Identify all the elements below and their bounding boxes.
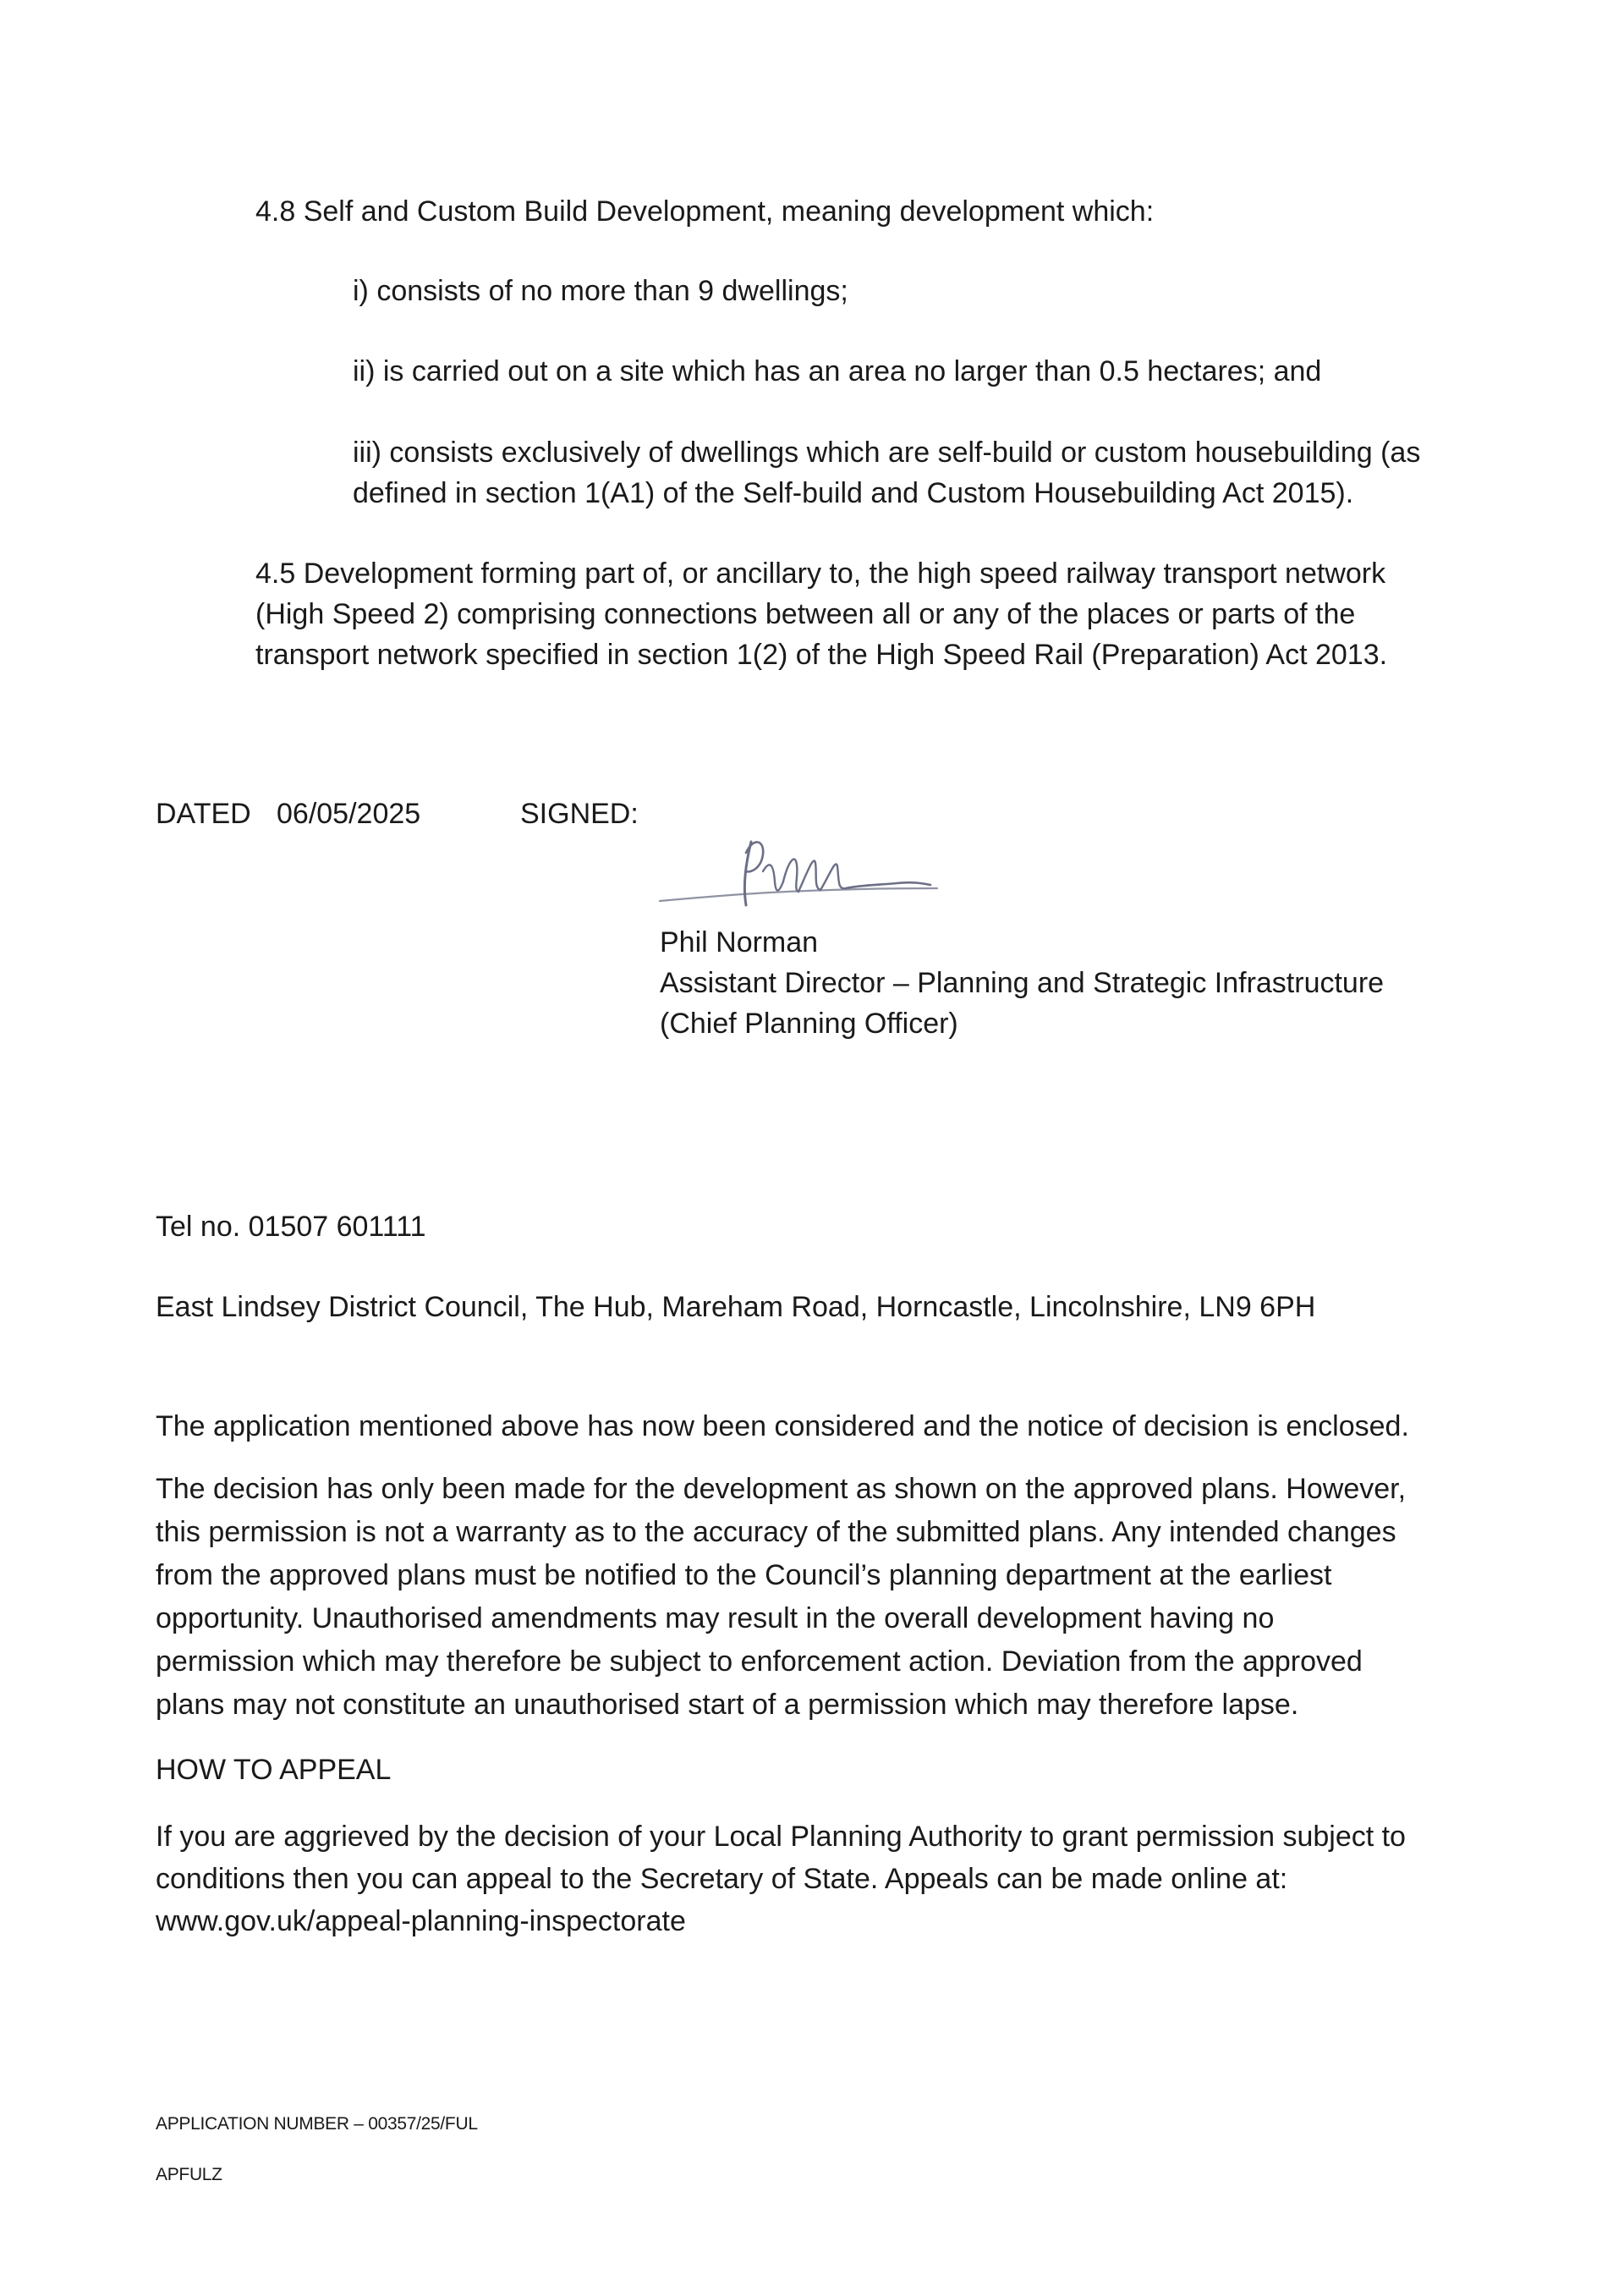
document-code: APFULZ — [156, 2165, 222, 2184]
decision-note-line-4: opportunity. Unauthorised amendments may result in the overall development having no — [156, 1602, 1275, 1634]
decision-note-line-1: The decision has only been made for the development as shown on the approved plans. However, — [156, 1473, 1407, 1505]
clause-4-5-line-1: 4.5 Development forming part of, or ancillary to, the high speed railway transport network — [255, 558, 1386, 590]
signed-label: SIGNED: — [520, 798, 639, 830]
signatory-name: Phil Norman — [660, 926, 819, 958]
clause-4-8-item-ii: ii) is carried out on a site which has an area no larger than 0.5 hectares; and — [353, 355, 1322, 387]
appeal-heading: HOW TO APPEAL — [156, 1754, 392, 1786]
handwritten-signature — [658, 804, 954, 922]
clause-4-5-line-3: transport network specified in section 1(2) of the High Speed Rail (Preparation) Act 2013. — [255, 639, 1388, 671]
dated-label: DATED — [156, 798, 251, 830]
decision-note-line-2: this permission is not a warranty as to the accuracy of the submitted plans. Any intended changes — [156, 1516, 1396, 1548]
telephone-number: Tel no. 01507 601111 — [156, 1211, 426, 1243]
decision-note-line-3: from the approved plans must be notified to the Council’s planning department at the earliest — [156, 1559, 1332, 1591]
council-address: East Lindsey District Council, The Hub, Mareham Road, Horncastle, Lincolnshire, LN9 6PH — [156, 1291, 1316, 1323]
decision-intro: The application mentioned above has now been considered and the notice of decision is enclosed. — [156, 1410, 1409, 1442]
clause-4-8-heading: 4.8 Self and Custom Build Development, meaning development which: — [255, 195, 1155, 228]
clause-4-8-item-i: i) consists of no more than 9 dwellings; — [353, 275, 848, 307]
appeal-link[interactable]: www.gov.uk/appeal-planning-inspectorate — [156, 1905, 686, 1937]
application-number: APPLICATION NUMBER – 00357/25/FUL — [156, 2114, 478, 2134]
signatory-title: Assistant Director – Planning and Strategic Infrastructure — [660, 967, 1385, 999]
dated-value: 06/05/2025 — [277, 798, 421, 830]
clause-4-8-item-iii-line-1: iii) consists exclusively of dwellings which are self-build or custom housebuilding (as — [353, 437, 1421, 469]
decision-note-line-6: plans may not constitute an unauthorised start of a permission which may therefore lapse. — [156, 1689, 1299, 1721]
clause-4-8-item-iii-line-2: defined in section 1(A1) of the Self-build and Custom Housebuilding Act 2015). — [353, 477, 1354, 509]
decision-note-line-5: permission which may therefore be subject to enforcement action. Deviation from the approved — [156, 1645, 1363, 1678]
signatory-role: (Chief Planning Officer) — [660, 1008, 958, 1040]
clause-4-5-line-2: (High Speed 2) comprising connections between all or any of the places or parts of the — [255, 598, 1356, 630]
appeal-text-line-1: If you are aggrieved by the decision of your Local Planning Authority to grant permission subject to — [156, 1821, 1406, 1853]
appeal-text-line-2: conditions then you can appeal to the Secretary of State. Appeals can be made online at: — [156, 1863, 1288, 1895]
